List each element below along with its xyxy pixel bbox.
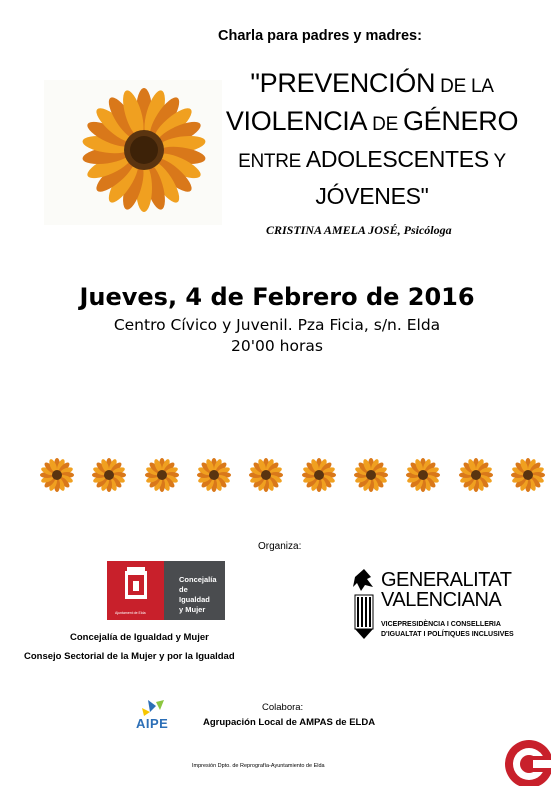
generalitat-logo xyxy=(349,567,519,652)
elda-corner-logo xyxy=(503,738,551,786)
title-word: JÓVENES" xyxy=(315,183,429,209)
small-sunflower-icon xyxy=(511,458,545,492)
title-word: "PREVENCIÓN xyxy=(250,68,436,98)
organizer-concejalia: Concejalía de Igualdad y Mujer xyxy=(70,632,209,643)
small-sunflower-icon xyxy=(197,458,231,492)
aipe-logo xyxy=(134,698,178,732)
organizers-label: Organiza: xyxy=(258,541,302,552)
bat-crest-icon xyxy=(349,567,379,642)
title-word: DE xyxy=(367,114,403,135)
organizer-consejo: Consejo Sectorial de la Mujer y por la Igualdad xyxy=(24,651,235,662)
collaborator-ampas: Agrupación Local de AMPAS de ELDA xyxy=(203,717,376,728)
intro-heading: Charla para padres y madres: xyxy=(218,28,422,44)
title-word: DE LA xyxy=(435,76,494,97)
print-note: Impresión Dpto. de Reprografía-Ayuntamiento de Elda xyxy=(192,763,325,769)
title-word: Y xyxy=(488,151,506,172)
small-sunflower-icon xyxy=(459,458,493,492)
flower-divider xyxy=(40,458,545,492)
generalitat-dept-line1: VICEPRESIDÈNCIA I CONSELLERIA xyxy=(381,621,501,628)
generalitat-name-line2: VALENCIANA xyxy=(381,589,502,611)
event-time: 20'00 horas xyxy=(231,337,323,355)
event-location: Centro Cívico y Juvenil. Pza Ficia, s/n. Elda xyxy=(113,316,441,334)
title-word: ENTRE xyxy=(238,151,302,172)
generalitat-name-line1: GENERALITAT xyxy=(381,569,512,591)
sunflower-image xyxy=(44,80,222,225)
generalitat-dept-line2: D'IGUALTAT I POLÍTIQUES INCLUSIVES xyxy=(381,631,514,638)
title-word: GÉNERO xyxy=(402,106,519,136)
title-word: ADOLESCENTES xyxy=(301,146,489,172)
small-sunflower-icon xyxy=(40,458,74,492)
event-date: Jueves, 4 de Febrero de 2016 xyxy=(79,283,475,311)
small-sunflower-icon xyxy=(302,458,336,492)
speaker-name: CRISTINA AMELA JOSÉ, Psicóloga xyxy=(266,223,452,237)
small-sunflower-icon xyxy=(249,458,283,492)
talk-title xyxy=(222,66,522,213)
small-sunflower-icon xyxy=(354,458,388,492)
concejalia-logo-caption: Ajuntament de Elda xyxy=(115,611,146,615)
concejalia-logo-text: Concejalía de Igualdad y Mujer xyxy=(179,575,217,614)
small-sunflower-icon xyxy=(145,458,179,492)
concejalia-logo xyxy=(107,561,225,620)
title-word: VIOLENCIA xyxy=(225,106,368,136)
small-sunflower-icon xyxy=(406,458,440,492)
small-sunflower-icon xyxy=(92,458,126,492)
aipe-logo-text: AIPE xyxy=(136,716,169,731)
collaborators-label: Colabora: xyxy=(262,702,304,713)
